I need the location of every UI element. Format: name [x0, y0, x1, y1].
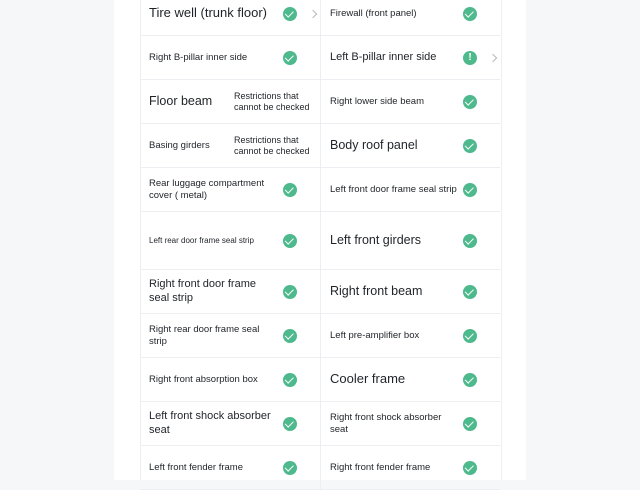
check-icon [463, 461, 477, 475]
restriction-note: Restrictions that cannot be checked [234, 90, 310, 112]
check-icon [463, 373, 477, 387]
inspection-item [320, 358, 500, 402]
item-label: Left pre-amplifier box [330, 329, 420, 341]
inspection-item [320, 80, 500, 124]
inspection-item [320, 168, 500, 212]
warning-icon: ! [463, 51, 477, 65]
item-label: Floor beam [149, 93, 213, 108]
item-label: Right B-pillar inner side [149, 51, 248, 63]
check-icon [463, 329, 477, 343]
item-label: Body roof panel [330, 137, 418, 152]
item-label: Left front door frame seal strip [330, 183, 457, 195]
inspection-item [140, 212, 320, 270]
item-label: Tire well (trunk floor) [149, 5, 267, 21]
check-icon [463, 183, 477, 197]
check-icon [283, 234, 297, 248]
inspection-item [320, 402, 500, 446]
item-label: Left front girders [330, 232, 422, 247]
check-icon [283, 285, 297, 299]
item-label: Right front door frame seal strip [149, 277, 256, 304]
item-label: Rear luggage compartment cover ( metal) [149, 177, 265, 201]
inspection-item [320, 270, 500, 314]
inspection-item [320, 314, 500, 358]
inspection-item [140, 124, 320, 168]
check-icon [283, 51, 297, 65]
check-icon [283, 461, 297, 475]
inspection-item [140, 358, 320, 402]
inspection-item[interactable] [320, 36, 500, 80]
inspection-item [320, 124, 500, 168]
item-label: Left rear door frame seal strip [149, 235, 254, 245]
item-label: Right front shock absorber seat [330, 411, 442, 435]
check-icon [283, 329, 297, 343]
inspection-item [320, 446, 500, 490]
inspection-item [140, 80, 320, 124]
item-label: Left front fender frame [149, 461, 243, 473]
check-icon [463, 139, 477, 153]
check-icon [283, 7, 297, 21]
item-label: Right front beam [330, 283, 423, 298]
inspection-item [140, 270, 320, 314]
check-icon [463, 7, 477, 21]
item-label: Basing girders [149, 139, 210, 151]
inspection-item [140, 168, 320, 212]
item-label: Firewall (front panel) [330, 7, 417, 19]
item-label: Right front fender frame [330, 461, 431, 473]
inspection-item [320, 0, 500, 36]
check-icon [283, 183, 297, 197]
check-icon [283, 417, 297, 431]
check-icon [463, 234, 477, 248]
inspection-item [140, 36, 320, 80]
item-label: Right rear door frame seal strip [149, 323, 260, 347]
inspection-item [140, 314, 320, 358]
chevron-right-icon[interactable] [489, 53, 497, 61]
inspection-item [140, 446, 320, 490]
check-icon [463, 95, 477, 109]
inspection-item [320, 212, 500, 270]
check-icon [463, 285, 477, 299]
item-label: Right lower side beam [330, 95, 424, 107]
restriction-note: Restrictions that cannot be checked [234, 134, 310, 156]
check-icon [463, 417, 477, 431]
item-label: Left B-pillar inner side [330, 50, 437, 63]
inspection-item [140, 402, 320, 446]
item-label: Left front shock absorber seat [149, 409, 271, 436]
item-label: Cooler frame [330, 371, 406, 387]
inspection-item[interactable] [140, 0, 320, 36]
check-icon [283, 373, 297, 387]
chevron-right-icon[interactable] [309, 9, 317, 17]
item-label: Right front absorption box [149, 373, 258, 385]
inspection-grid [140, 0, 500, 490]
